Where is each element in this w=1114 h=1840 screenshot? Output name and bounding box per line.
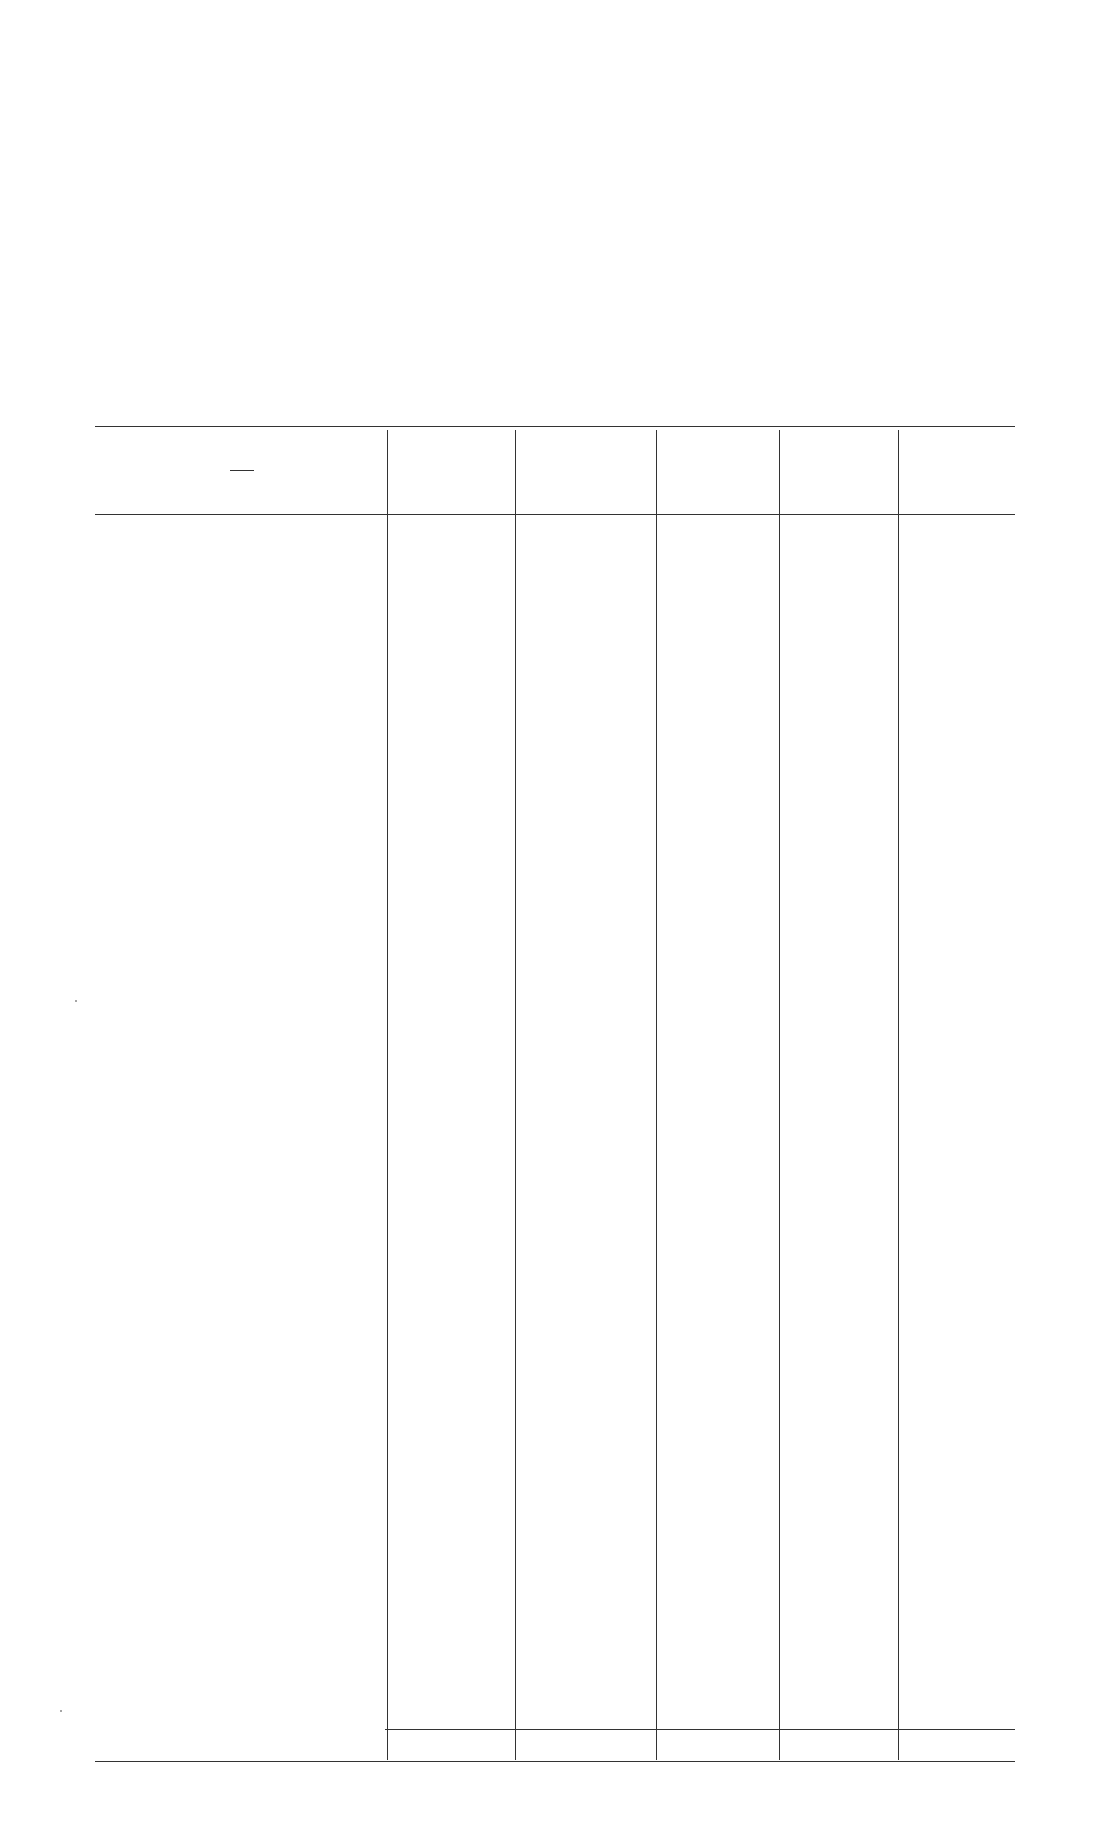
paper-speck bbox=[60, 1710, 62, 1712]
column-divider bbox=[515, 430, 516, 1760]
paper-speck bbox=[75, 1000, 77, 1002]
header-dash bbox=[230, 470, 254, 471]
table-bottom-rule bbox=[95, 1761, 1015, 1762]
column-divider bbox=[779, 430, 780, 1760]
totals-rule bbox=[385, 1729, 1015, 1730]
table-header-rule bbox=[95, 514, 1015, 515]
column-divider bbox=[898, 430, 899, 1760]
column-divider bbox=[656, 430, 657, 1760]
column-divider bbox=[387, 430, 388, 1760]
table-top-rule bbox=[95, 426, 1015, 427]
